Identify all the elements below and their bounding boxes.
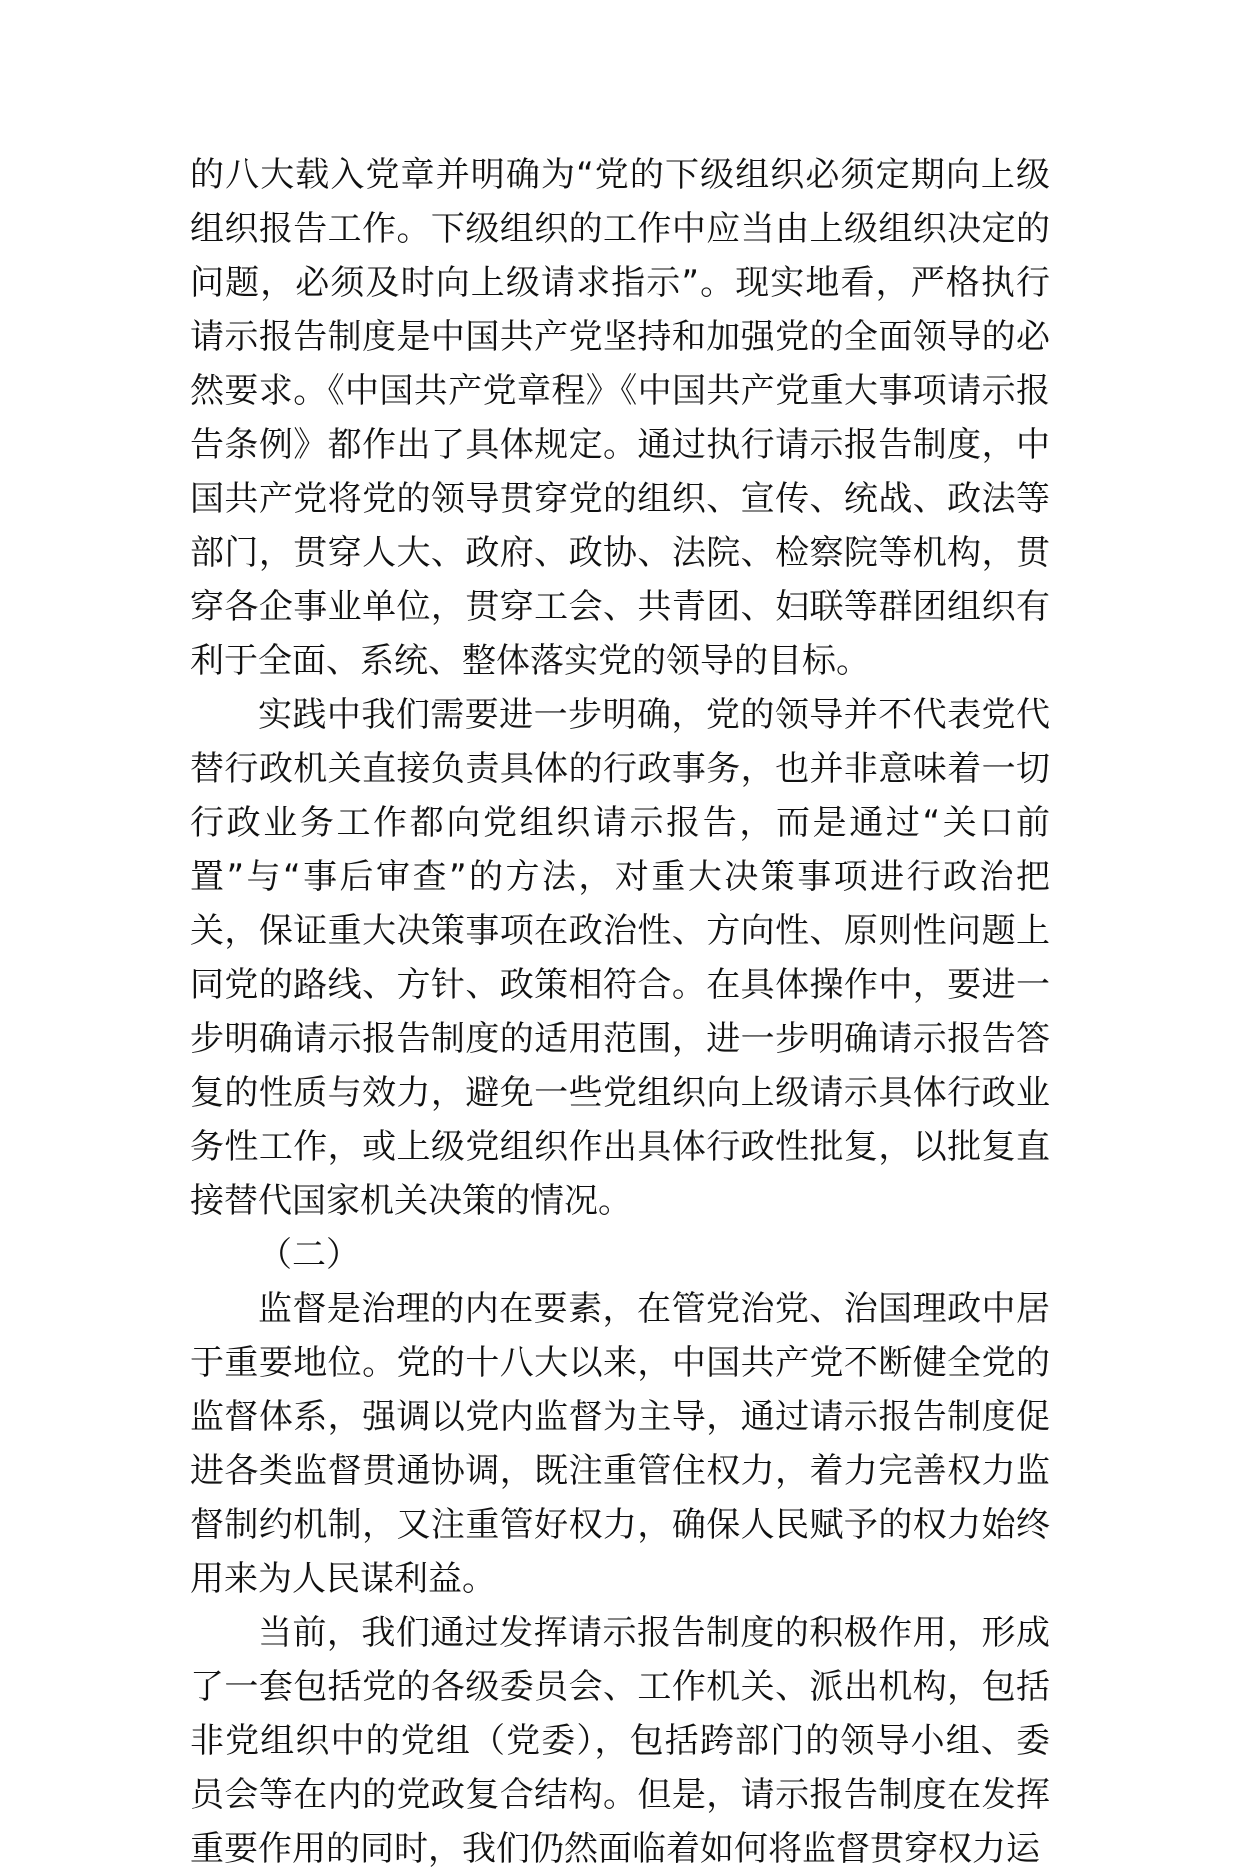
paragraph-current-situation: 当前，我们通过发挥请示报告制度的积极作用，形成了一套包括党的各级委员会、工作机关、派出机构，包括非党组织中的党组（党委），包括跨部门的领导小组、委员会等在内的党政复合结构。但是，请示报告制度在发挥重要作用的同时，我们仍然面临着如何将监督贯穿权力运 — [190, 1613, 1050, 1869]
paragraph-party-leadership: 实践中我们需要进一步明确，党的领导并不代表党代替行政机关直接负责具体的行政事务，也并非意味着一切行政业务工作都向党组织请示报告，而是通过“关口前置”与“事后审查”的方法，对重大决策事项进行政治把关，保证重大决策事项在政治性、方向性、原则性问题上同党的路线、方针、政策相符合。在具体操作中，要进一步明确请示报告制度的适用范围，进一步明确请示报告答复的性质与效力，避免一些党组织向上级请示具体行政业务性工作，或上级党组织作出具体行政性批复，以批复直接替代国家机关决策的情况。 — [190, 695, 1050, 1221]
paragraph-supervision: 监督是治理的内在要素，在管党治党、治国理政中居于重要地位。党的十八大以来，中国共产党不断健全党的监督体系，强调以党内监督为主导，通过请示报告制度促进各类监督贯通协调，既注重管住权力，着力完善权力监督制约机制，又注重管好权力，确保人民赋予的权力始终用来为人民谋利益。 — [190, 1289, 1050, 1599]
document-page — [190, 148, 1050, 1876]
section-heading: （二） — [258, 1235, 360, 1275]
paragraph-continuation: 的八大载入党章并明确为“党的下级组织必须定期向上级组织报告工作。下级组织的工作中应当由上级组织决定的问题，必须及时向上级请求指示”。现实地看，严格执行请示报告制度是中国共产党坚持和加强党的全面领导的必然要求。《中国共产党章程》《中国共产党重大事项请示报告条例》都作出了具体规定。通过执行请示报告制度，中国共产党将党的领导贯穿党的组织、宣传、统战、政法等部门，贯穿人大、政府、政协、法院、检察院等机构，贯穿各企事业单位，贯穿工会、共青团、妇联等群团组织有利于全面、系统、整体落实党的领导的目标。 — [190, 155, 1050, 681]
